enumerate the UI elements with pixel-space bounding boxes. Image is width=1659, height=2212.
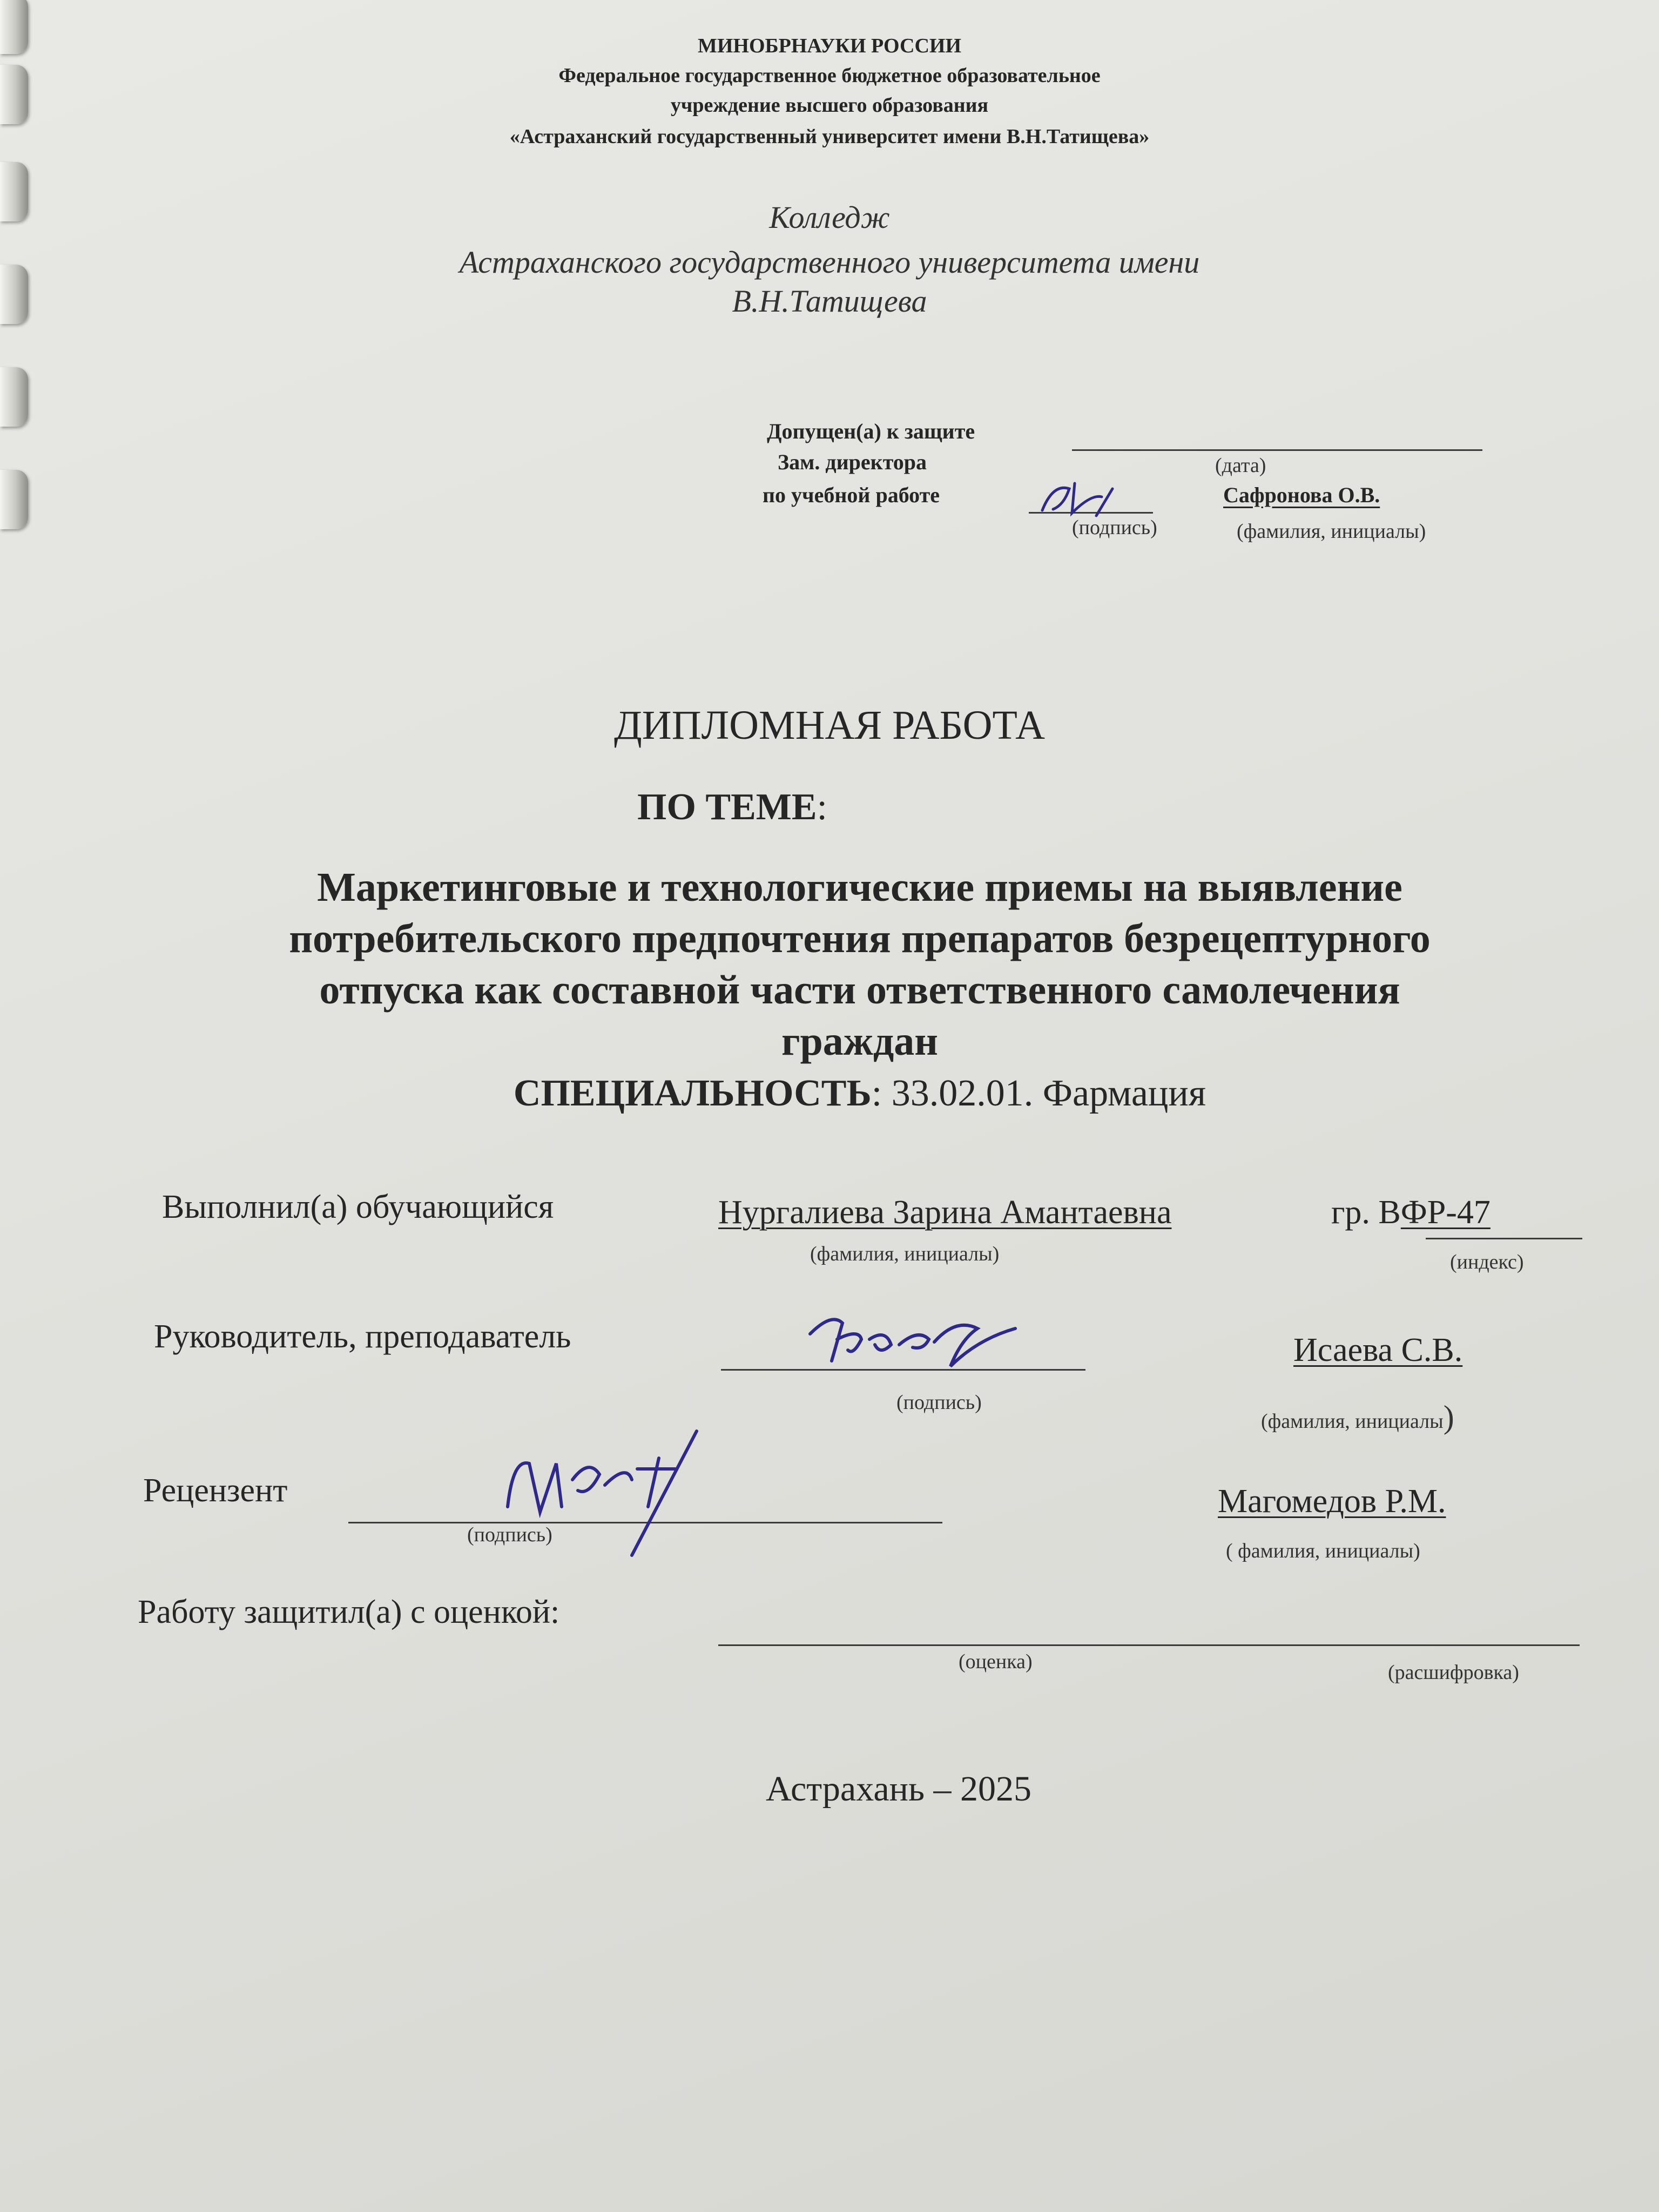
admitted-label: Допущен(а) к защите <box>767 419 975 443</box>
deputy-label-2: по учебной работе <box>763 483 940 507</box>
college-line-2: Астраханского государственного университета имени <box>459 245 1200 280</box>
college-line-3: В.Н.Татищева <box>732 284 927 319</box>
document-type: ДИПЛОМНАЯ РАБОТА <box>613 703 1046 748</box>
supervisor-name-caption-close: ) <box>1443 1399 1454 1435</box>
reviewer-name: Магомедов Р.М. <box>1218 1483 1446 1520</box>
supervisor-name-caption-text: (фамилия, инициалы <box>1261 1410 1444 1433</box>
specialty-line <box>30 1072 1659 1115</box>
student-group-value: ФР-47 <box>1400 1194 1491 1231</box>
deputy-label-1: Зам. директора <box>778 450 927 474</box>
admitted-date-line <box>1072 449 1482 451</box>
student-group-prefix: гр. В <box>1331 1194 1401 1231</box>
deputy-signature-image <box>1031 473 1139 521</box>
institution-line-1: Федеральное государственное бюджетное образовательное <box>558 64 1101 87</box>
supervisor-signature-caption: (подпись) <box>896 1391 982 1414</box>
date-caption: (дата) <box>1215 454 1266 477</box>
deputy-name: Сафронова О.В. <box>1223 483 1380 507</box>
topic-label: ПО ТЕМЕ <box>637 786 817 828</box>
topic-line-2: потребительского предпочтения препаратов безрецептурного <box>289 916 1431 961</box>
ministry-line: МИНОБРНАУКИ РОССИИ <box>697 35 962 57</box>
supervisor-name-caption <box>1261 1399 1454 1436</box>
reviewer-name-caption: ( фамилия, инициалы) <box>1226 1540 1420 1562</box>
topic-heading <box>0 786 1562 829</box>
topic-colon: : <box>817 786 827 828</box>
defense-grade-line <box>718 1644 1580 1646</box>
institution-line-2: учреждение высшего образования <box>670 94 989 117</box>
student-name-caption: (фамилия, инициалы) <box>810 1243 1000 1265</box>
student-label: Выполнил(а) обучающийся <box>162 1189 554 1225</box>
specialty-label: СПЕЦИАЛЬНОСТЬ <box>513 1073 872 1114</box>
deputy-name-caption: (фамилия, инициалы) <box>1237 520 1426 543</box>
deputy-signature-caption: (подпись) <box>1072 516 1157 539</box>
topic-line-1: Маркетинговые и технологические приемы на выявление <box>317 865 1402 910</box>
supervisor-signature-image <box>799 1307 1026 1382</box>
defense-decoding-caption: (расшифровка) <box>1388 1661 1519 1684</box>
reviewer-signature-caption: (подпись) <box>467 1523 552 1546</box>
supervisor-label: Руководитель, преподаватель <box>154 1318 571 1355</box>
college-line-1: Колледж <box>769 200 890 235</box>
specialty-value: : 33.02.01. Фармация <box>871 1073 1206 1114</box>
defense-grade-caption: (оценка) <box>959 1650 1033 1673</box>
institution-line-3: «Астраханский государственный университет имени В.Н.Татищева» <box>509 125 1150 148</box>
student-group <box>1331 1193 1491 1232</box>
topic-line-4: граждан <box>781 1019 939 1064</box>
student-group-line <box>1426 1238 1582 1239</box>
student-name: Нургалиева Зарина Амантаевна <box>718 1194 1172 1231</box>
supervisor-name: Исаева С.В. <box>1293 1332 1463 1368</box>
defense-label: Работу защитил(а) с оценкой: <box>138 1594 560 1630</box>
student-group-caption: (индекс) <box>1450 1251 1524 1273</box>
topic-line-3: отпуска как составной части ответственного самолечения <box>319 967 1400 1013</box>
city-year: Астрахань – 2025 <box>765 1769 1032 1809</box>
reviewer-label: Рецензент <box>143 1472 288 1509</box>
